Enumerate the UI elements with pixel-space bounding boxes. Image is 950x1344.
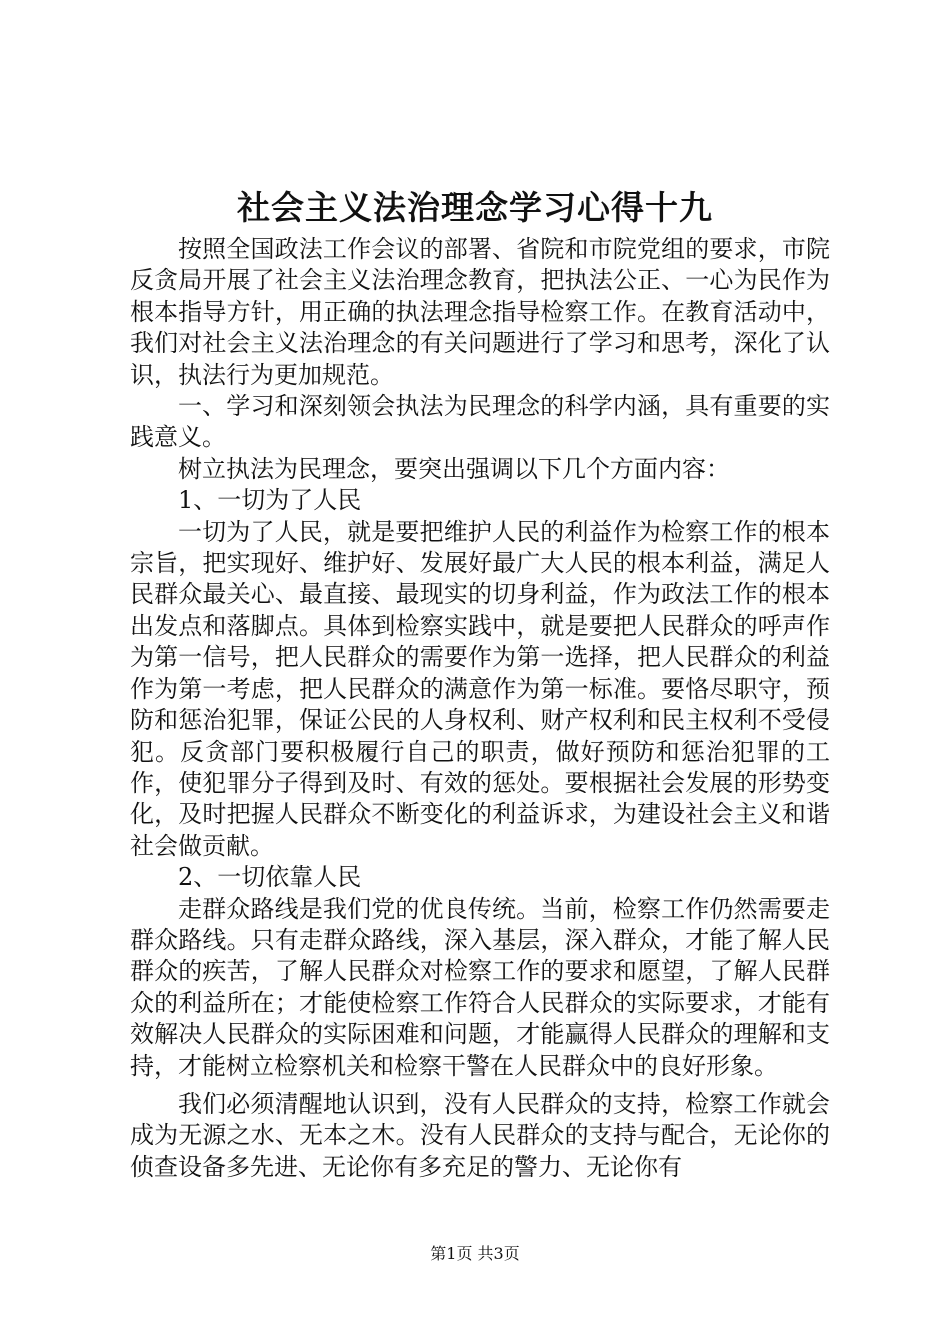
paragraph-section-one-lead: 树立执法为民理念，要突出强调以下几个方面内容： [178, 454, 730, 483]
subheading-item-two: 2、一切依靠人民 [178, 863, 362, 892]
paragraph-item-two-continued: 我们必须清醒地认识到，没有人民群众的支持，检察工作就会成为无源之水、无本之木。没有人民群众的支持与配合，无论你的侦查设备多先进、无论你有多充足的警力、无论你有 [130, 1089, 830, 1181]
paragraph-intro: 按照全国政法工作会议的部署、省院和市院党组的要求，市院反贪局开展了社会主义法治理念教育，把执法公正、一心为民作为根本指导方针，用正确的执法理念指导检察工作。在教育活动中，我们对社会主义法治理念的有关问题进行了学习和思考，深化了认识，执法行为更加规范。 [130, 235, 830, 389]
subheading-item-one: 1、一切为了人民 [178, 486, 362, 515]
document-body [130, 234, 830, 1183]
paragraph-item-one: 一切为了人民，就是要把维护人民的利益作为检察工作的根本宗旨，把实现好、维护好、发展好最广大人民的根本利益，满足人民群众最关心、最直接、最现实的切身利益，作为政法工作的根本出发点和落脚点。具体到检察实践中，就是要把人民群众的呼声作为第一信号，把人民群众的需要作为第一选择，把人民群众的利益作为第一考虑，把人民群众的满意作为第一标准。要恪尽职守，预防和惩治犯罪，保证公民的人身权利、财产权利和民主权利不受侵犯。反贪部门要积极履行自己的职责，做好预防和惩治犯罪的工作，使犯罪分子得到及时、有效的惩处。要根据社会发展的形势变化，及时把握人民群众不断变化的利益诉求，为建设社会主义和谐社会做贡献。 [130, 517, 830, 860]
paragraph-item-two: 走群众路线是我们党的优良传统。当前，检察工作仍然需要走群众路线。只有走群众路线，深入基层，深入群众，才能了解人民群众的疾苦，了解人民群众对检察工作的要求和愿望，了解人民群众的利益所在；才能使检察工作符合人民群众的实际要求，才能有效解决人民群众的实际困难和问题，才能赢得人民群众的理解和支持，才能树立检察机关和检察干警在人民群众中的良好形象。 [130, 894, 830, 1080]
page-footer: 第1页 共3页 [430, 1244, 520, 1263]
document-title: 社会主义法治理念学习心得十九 [237, 188, 713, 227]
paragraph-section-one-heading: 一、学习和深刻领会执法为民理念的科学内涵，具有重要的实践意义。 [130, 392, 830, 452]
